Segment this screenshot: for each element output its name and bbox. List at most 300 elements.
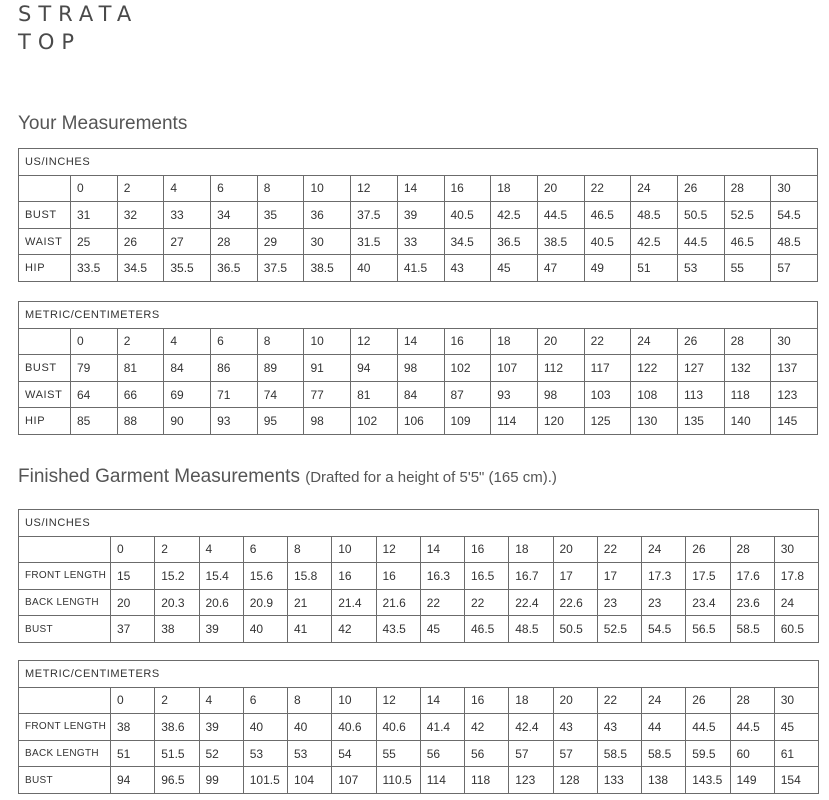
unit-row xyxy=(19,302,818,329)
table-cell: 40 xyxy=(243,714,287,741)
size-header-cell: 12 xyxy=(351,328,398,355)
row-label: BUST xyxy=(19,767,111,794)
size-header-cell: 2 xyxy=(117,175,164,202)
table-cell: 15.6 xyxy=(243,563,287,590)
table-cell: 40.6 xyxy=(376,714,420,741)
size-header-cell: 12 xyxy=(351,175,398,202)
row-label: FRONT LENGTH xyxy=(19,563,111,590)
table-cell: 102 xyxy=(351,408,398,435)
table-cell: 98 xyxy=(537,381,584,408)
size-header-cell: 28 xyxy=(724,328,771,355)
table-cell: 25 xyxy=(71,228,118,255)
table-row xyxy=(19,589,819,616)
table-cell: 48.5 xyxy=(509,616,553,643)
table-cell: 43 xyxy=(444,255,491,282)
table-cell: 31 xyxy=(71,202,118,229)
table-cell: 104 xyxy=(288,767,332,794)
table-cell: 130 xyxy=(631,408,678,435)
size-header-cell: 18 xyxy=(509,687,553,714)
size-header-cell: 2 xyxy=(117,328,164,355)
table-cell: 107 xyxy=(491,355,538,382)
table-cell: 118 xyxy=(724,381,771,408)
table-cell: 42.4 xyxy=(509,714,553,741)
size-header-corner xyxy=(19,687,111,714)
size-header-cell: 28 xyxy=(730,536,774,563)
table-cell: 23.6 xyxy=(730,589,774,616)
size-header-cell: 4 xyxy=(164,175,211,202)
size-header-cell: 22 xyxy=(597,536,641,563)
section-subtitle: (Drafted for a height of 5'5" (165 cm).) xyxy=(305,469,557,486)
table-cell: 60.5 xyxy=(774,616,818,643)
table-cell: 22.4 xyxy=(509,589,553,616)
table-cell: 81 xyxy=(351,381,398,408)
table-cell: 20.3 xyxy=(155,589,199,616)
table-row xyxy=(19,381,818,408)
size-header-cell: 26 xyxy=(686,536,730,563)
table-cell: 47 xyxy=(537,255,584,282)
table-cell: 41.5 xyxy=(397,255,444,282)
size-header-cell: 10 xyxy=(304,328,351,355)
unit-row xyxy=(19,661,819,688)
size-header-cell: 30 xyxy=(771,175,818,202)
size-header-cell: 4 xyxy=(199,536,243,563)
size-header-cell: 12 xyxy=(376,536,420,563)
table-cell: 40.5 xyxy=(584,228,631,255)
table-cell: 123 xyxy=(771,381,818,408)
size-header-row xyxy=(19,175,818,202)
size-header-cell: 4 xyxy=(199,687,243,714)
size-header-cell: 14 xyxy=(397,175,444,202)
size-header-cell: 20 xyxy=(553,536,597,563)
row-label: HIP xyxy=(19,255,71,282)
size-header-cell: 2 xyxy=(155,687,199,714)
size-header-cell: 20 xyxy=(537,328,584,355)
table-row xyxy=(19,228,818,255)
table-cell: 17.3 xyxy=(642,563,686,590)
row-label: WAIST xyxy=(19,381,71,408)
table-cell: 58.5 xyxy=(597,740,641,767)
brand-line-2: TOP xyxy=(18,30,82,54)
table-cell: 17.6 xyxy=(730,563,774,590)
table-cell: 138 xyxy=(642,767,686,794)
row-label: HIP xyxy=(19,408,71,435)
row-label: FRONT LENGTH xyxy=(19,714,111,741)
table-cell: 26 xyxy=(117,228,164,255)
table-cell: 94 xyxy=(351,355,398,382)
table-cell: 101.5 xyxy=(243,767,287,794)
table-cell: 38.6 xyxy=(155,714,199,741)
table-cell: 50.5 xyxy=(553,616,597,643)
table-cell: 125 xyxy=(584,408,631,435)
size-header-cell: 26 xyxy=(677,175,724,202)
table-cell: 42 xyxy=(465,714,509,741)
table-cell: 35.5 xyxy=(164,255,211,282)
size-header-cell: 6 xyxy=(211,328,258,355)
size-header-cell: 24 xyxy=(642,687,686,714)
table-cell: 30 xyxy=(304,228,351,255)
table-cell: 71 xyxy=(211,381,258,408)
table-cell: 99 xyxy=(199,767,243,794)
table-cell: 54 xyxy=(332,740,376,767)
table-cell: 29 xyxy=(257,228,304,255)
table-cell: 40.5 xyxy=(444,202,491,229)
table-cell: 41.4 xyxy=(420,714,464,741)
section-title-finished-garment xyxy=(18,466,557,488)
table-cell: 39 xyxy=(199,714,243,741)
table-cell: 21.6 xyxy=(376,589,420,616)
table-cell: 120 xyxy=(537,408,584,435)
table-cell: 110.5 xyxy=(376,767,420,794)
table-cell: 57 xyxy=(771,255,818,282)
size-header-cell: 26 xyxy=(686,687,730,714)
table-cell: 40 xyxy=(288,714,332,741)
size-header-cell: 24 xyxy=(631,175,678,202)
table-cell: 45 xyxy=(491,255,538,282)
table-cell: 49 xyxy=(584,255,631,282)
brand-line-1: STRATA xyxy=(18,2,139,26)
table-cell: 43 xyxy=(597,714,641,741)
table-cell: 55 xyxy=(376,740,420,767)
size-header-cell: 6 xyxy=(211,175,258,202)
table-cell: 24 xyxy=(774,589,818,616)
table-cell: 143.5 xyxy=(686,767,730,794)
table-cell: 22 xyxy=(465,589,509,616)
table-cell: 38.5 xyxy=(537,228,584,255)
size-header-cell: 16 xyxy=(465,687,509,714)
table-cell: 51 xyxy=(111,740,155,767)
size-header-cell: 18 xyxy=(491,175,538,202)
size-header-cell: 20 xyxy=(537,175,584,202)
table-cell: 16.5 xyxy=(465,563,509,590)
table-cell: 58.5 xyxy=(730,616,774,643)
table-cell: 48.5 xyxy=(771,228,818,255)
table-cell: 56 xyxy=(420,740,464,767)
table-cell: 33 xyxy=(164,202,211,229)
table-row xyxy=(19,408,818,435)
table-cell: 34 xyxy=(211,202,258,229)
size-header-cell: 10 xyxy=(332,536,376,563)
table-cell: 22 xyxy=(420,589,464,616)
section-title-your-measurements xyxy=(18,113,187,135)
table-cell: 42.5 xyxy=(491,202,538,229)
table-cell: 56 xyxy=(465,740,509,767)
table-cell: 85 xyxy=(71,408,118,435)
table-cell: 106 xyxy=(397,408,444,435)
size-header-cell: 10 xyxy=(304,175,351,202)
table-cell: 135 xyxy=(677,408,724,435)
size-header-cell: 6 xyxy=(243,536,287,563)
table-cell: 34.5 xyxy=(444,228,491,255)
table-cell: 128 xyxy=(553,767,597,794)
table-finished-garment-us xyxy=(18,509,819,643)
section-title-text: Your Measurements xyxy=(18,113,188,134)
unit-row xyxy=(19,149,818,176)
size-header-cell: 18 xyxy=(509,536,553,563)
table-cell: 149 xyxy=(730,767,774,794)
table-cell: 15.8 xyxy=(288,563,332,590)
unit-label: US/INCHES xyxy=(19,149,818,176)
table-cell: 35 xyxy=(257,202,304,229)
section-title-text: Finished Garment Measurements xyxy=(18,466,300,487)
unit-label: US/INCHES xyxy=(19,510,819,537)
table-cell: 96.5 xyxy=(155,767,199,794)
table-cell: 77 xyxy=(304,381,351,408)
table-cell: 60 xyxy=(730,740,774,767)
table-cell: 57 xyxy=(509,740,553,767)
table-cell: 112 xyxy=(537,355,584,382)
table-cell: 23 xyxy=(642,589,686,616)
row-label: BUST xyxy=(19,355,71,382)
table-cell: 20 xyxy=(111,589,155,616)
table-cell: 103 xyxy=(584,381,631,408)
size-header-cell: 16 xyxy=(444,328,491,355)
table-cell: 17 xyxy=(553,563,597,590)
table-cell: 36.5 xyxy=(211,255,258,282)
table-cell: 118 xyxy=(465,767,509,794)
table-cell: 61 xyxy=(774,740,818,767)
size-header-cell: 4 xyxy=(164,328,211,355)
table-cell: 36 xyxy=(304,202,351,229)
size-header-cell: 22 xyxy=(597,687,641,714)
table-cell: 38.5 xyxy=(304,255,351,282)
size-header-cell: 14 xyxy=(420,687,464,714)
table-your-measurements-us xyxy=(18,148,818,282)
table-cell: 52.5 xyxy=(597,616,641,643)
table-cell: 114 xyxy=(420,767,464,794)
table-cell: 44.5 xyxy=(686,714,730,741)
table-cell: 46.5 xyxy=(584,202,631,229)
table-cell: 55 xyxy=(724,255,771,282)
size-header-cell: 26 xyxy=(677,328,724,355)
table-cell: 38 xyxy=(111,714,155,741)
table-row xyxy=(19,255,818,282)
table-cell: 40 xyxy=(243,616,287,643)
size-header-corner xyxy=(19,328,71,355)
table-cell: 21 xyxy=(288,589,332,616)
table-cell: 42.5 xyxy=(631,228,678,255)
table-cell: 154 xyxy=(774,767,818,794)
table-cell: 123 xyxy=(509,767,553,794)
table-row xyxy=(19,767,819,794)
table-cell: 53 xyxy=(243,740,287,767)
size-header-cell: 24 xyxy=(631,328,678,355)
table-cell: 93 xyxy=(211,408,258,435)
size-header-corner xyxy=(19,175,71,202)
table-cell: 16 xyxy=(332,563,376,590)
table-cell: 137 xyxy=(771,355,818,382)
table-cell: 117 xyxy=(584,355,631,382)
table-cell: 87 xyxy=(444,381,491,408)
table-cell: 127 xyxy=(677,355,724,382)
table-row xyxy=(19,616,819,643)
size-header-cell: 24 xyxy=(642,536,686,563)
size-header-cell: 30 xyxy=(774,536,818,563)
brand-title xyxy=(18,0,138,56)
table-cell: 53 xyxy=(288,740,332,767)
table-cell: 114 xyxy=(491,408,538,435)
table-cell: 45 xyxy=(774,714,818,741)
row-label: BACK LENGTH xyxy=(19,589,111,616)
table-cell: 54.5 xyxy=(771,202,818,229)
table-cell: 86 xyxy=(211,355,258,382)
size-header-cell: 8 xyxy=(288,536,332,563)
table-cell: 44 xyxy=(642,714,686,741)
table-cell: 66 xyxy=(117,381,164,408)
table-cell: 20.9 xyxy=(243,589,287,616)
size-header-cell: 2 xyxy=(155,536,199,563)
row-label: BUST xyxy=(19,202,71,229)
table-cell: 113 xyxy=(677,381,724,408)
size-header-cell: 30 xyxy=(771,328,818,355)
table-cell: 36.5 xyxy=(491,228,538,255)
table-cell: 57 xyxy=(553,740,597,767)
table-cell: 69 xyxy=(164,381,211,408)
table-cell: 46.5 xyxy=(724,228,771,255)
table-cell: 79 xyxy=(71,355,118,382)
table-cell: 94 xyxy=(111,767,155,794)
table-cell: 98 xyxy=(304,408,351,435)
size-header-cell: 8 xyxy=(257,328,304,355)
table-cell: 15.2 xyxy=(155,563,199,590)
table-cell: 27 xyxy=(164,228,211,255)
table-cell: 54.5 xyxy=(642,616,686,643)
table-cell: 50.5 xyxy=(677,202,724,229)
table-cell: 132 xyxy=(724,355,771,382)
table-cell: 44.5 xyxy=(677,228,724,255)
table-cell: 22.6 xyxy=(553,589,597,616)
size-header-row xyxy=(19,687,819,714)
table-cell: 45 xyxy=(420,616,464,643)
table-cell: 16 xyxy=(376,563,420,590)
unit-label: METRIC/CENTIMETERS xyxy=(19,661,819,688)
table-cell: 17.5 xyxy=(686,563,730,590)
table-cell: 20.6 xyxy=(199,589,243,616)
table-cell: 56.5 xyxy=(686,616,730,643)
size-header-cell: 22 xyxy=(584,175,631,202)
table-cell: 40.6 xyxy=(332,714,376,741)
table-cell: 15 xyxy=(111,563,155,590)
size-header-corner xyxy=(19,536,111,563)
size-header-cell: 16 xyxy=(465,536,509,563)
table-cell: 42 xyxy=(332,616,376,643)
table-your-measurements-metric xyxy=(18,301,818,435)
table-cell: 39 xyxy=(397,202,444,229)
table-cell: 84 xyxy=(397,381,444,408)
table-cell: 52 xyxy=(199,740,243,767)
size-header-cell: 14 xyxy=(397,328,444,355)
size-header-row xyxy=(19,536,819,563)
table-cell: 89 xyxy=(257,355,304,382)
table-cell: 84 xyxy=(164,355,211,382)
table-row xyxy=(19,202,818,229)
table-cell: 21.4 xyxy=(332,589,376,616)
row-label: BUST xyxy=(19,616,111,643)
table-cell: 98 xyxy=(397,355,444,382)
table-cell: 44.5 xyxy=(537,202,584,229)
table-cell: 17 xyxy=(597,563,641,590)
table-cell: 51 xyxy=(631,255,678,282)
table-cell: 34.5 xyxy=(117,255,164,282)
table-row xyxy=(19,714,819,741)
table-finished-garment-metric xyxy=(18,660,819,794)
table-cell: 15.4 xyxy=(199,563,243,590)
table-cell: 145 xyxy=(771,408,818,435)
table-cell: 33 xyxy=(397,228,444,255)
table-cell: 91 xyxy=(304,355,351,382)
table-cell: 102 xyxy=(444,355,491,382)
unit-label: METRIC/CENTIMETERS xyxy=(19,302,818,329)
size-header-cell: 28 xyxy=(724,175,771,202)
size-header-cell: 6 xyxy=(243,687,287,714)
row-label: BACK LENGTH xyxy=(19,740,111,767)
table-cell: 58.5 xyxy=(642,740,686,767)
table-cell: 33.5 xyxy=(71,255,118,282)
size-header-cell: 0 xyxy=(111,687,155,714)
size-header-cell: 10 xyxy=(332,687,376,714)
table-cell: 53 xyxy=(677,255,724,282)
size-header-cell: 22 xyxy=(584,328,631,355)
table-cell: 43 xyxy=(553,714,597,741)
row-label: WAIST xyxy=(19,228,71,255)
table-cell: 122 xyxy=(631,355,678,382)
unit-row xyxy=(19,510,819,537)
table-cell: 37 xyxy=(111,616,155,643)
table-cell: 90 xyxy=(164,408,211,435)
table-cell: 93 xyxy=(491,381,538,408)
table-cell: 23 xyxy=(597,589,641,616)
table-cell: 74 xyxy=(257,381,304,408)
size-header-cell: 18 xyxy=(491,328,538,355)
table-cell: 140 xyxy=(724,408,771,435)
table-cell: 16.7 xyxy=(509,563,553,590)
table-cell: 39 xyxy=(199,616,243,643)
size-header-cell: 28 xyxy=(730,687,774,714)
table-cell: 17.8 xyxy=(774,563,818,590)
table-row xyxy=(19,355,818,382)
table-cell: 16.3 xyxy=(420,563,464,590)
table-cell: 43.5 xyxy=(376,616,420,643)
table-cell: 44.5 xyxy=(730,714,774,741)
table-cell: 48.5 xyxy=(631,202,678,229)
table-cell: 23.4 xyxy=(686,589,730,616)
table-cell: 88 xyxy=(117,408,164,435)
size-header-cell: 0 xyxy=(111,536,155,563)
table-cell: 31.5 xyxy=(351,228,398,255)
table-cell: 46.5 xyxy=(465,616,509,643)
table-cell: 59.5 xyxy=(686,740,730,767)
table-cell: 28 xyxy=(211,228,258,255)
size-header-cell: 16 xyxy=(444,175,491,202)
table-cell: 133 xyxy=(597,767,641,794)
size-header-cell: 14 xyxy=(420,536,464,563)
table-cell: 51.5 xyxy=(155,740,199,767)
table-cell: 108 xyxy=(631,381,678,408)
table-cell: 40 xyxy=(351,255,398,282)
table-cell: 41 xyxy=(288,616,332,643)
size-header-cell: 30 xyxy=(774,687,818,714)
size-header-row xyxy=(19,328,818,355)
table-cell: 52.5 xyxy=(724,202,771,229)
size-header-cell: 8 xyxy=(257,175,304,202)
table-cell: 32 xyxy=(117,202,164,229)
table-cell: 37.5 xyxy=(257,255,304,282)
size-header-cell: 0 xyxy=(71,328,118,355)
size-header-cell: 8 xyxy=(288,687,332,714)
table-cell: 37.5 xyxy=(351,202,398,229)
table-cell: 64 xyxy=(71,381,118,408)
table-row xyxy=(19,563,819,590)
table-cell: 81 xyxy=(117,355,164,382)
